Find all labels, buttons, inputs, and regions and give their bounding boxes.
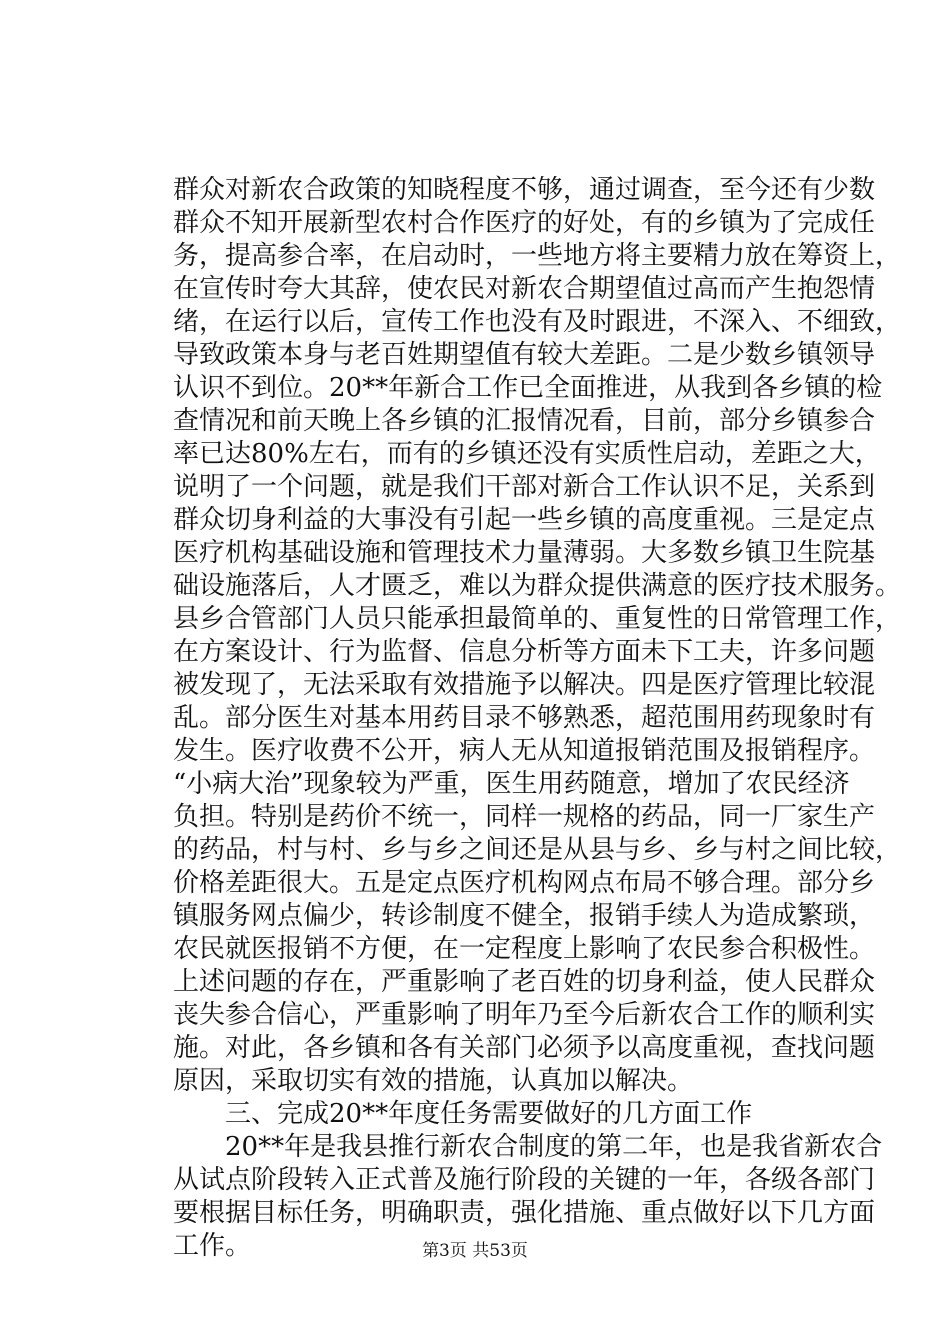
text-line: 县乡合管部门人员只能承担最简单的、重复性的日常管理工作， xyxy=(173,604,902,634)
text-line: 价格差距很大。五是定点医疗机构网点布局不够合理。部分乡 xyxy=(173,868,876,898)
text-line: 群众切身利益的大事没有引起一些乡镇的高度重视。三是定点 xyxy=(173,505,876,535)
text-line: 负担。特别是药价不统一，同样一规格的药品，同一厂家生产 xyxy=(173,802,876,832)
text-line: 绪，在运行以后，宣传工作也没有及时跟进，不深入、不细致， xyxy=(173,307,902,337)
text-line: 在方案设计、行为监督、信息分析等方面未下工夫，许多问题 xyxy=(173,637,876,667)
text-line: 认识不到位。20**年新合工作已全面推进，从我到各乡镇的检 xyxy=(173,373,883,403)
text-line: 群众对新农合政策的知晓程度不够，通过调查，至今还有少数 xyxy=(173,175,876,205)
page-footer: 第3页 共53页 xyxy=(422,1241,528,1261)
text-line: 20**年是我县推行新农合制度的第二年，也是我省新农合 xyxy=(173,1132,883,1162)
text-line: 查情况和前天晚上各乡镇的汇报情况看，目前，部分乡镇参合 xyxy=(173,406,876,436)
text-line: 从试点阶段转入正式普及施行阶段的关键的一年，各级各部门 xyxy=(173,1165,876,1195)
text-line: “小病大治”现象较为严重，医生用药随意，增加了农民经济 xyxy=(173,769,850,799)
text-line: 工作。 xyxy=(173,1231,252,1261)
text-line: 率已达80%左右，而有的乡镇还没有实质性启动，差距之大， xyxy=(173,439,881,469)
text-line: 发生。医疗收费不公开，病人无从知道报销范围及报销程序。 xyxy=(173,736,876,766)
text-line: 被发现了，无法采取有效措施予以解决。四是医疗管理比较混 xyxy=(173,670,876,700)
text-line: 础设施落后，人才匮乏，难以为群众提供满意的医疗技术服务。 xyxy=(173,571,902,601)
text-line: 农民就医报销不方便，在一定程度上影响了农民参合积极性。 xyxy=(173,934,876,964)
text-line: 群众不知开展新型农村合作医疗的好处，有的乡镇为了完成任 xyxy=(173,208,876,238)
text-line: 务，提高参合率，在启动时，一些地方将主要精力放在筹资上， xyxy=(173,241,902,271)
text-line: 说明了一个问题，就是我们干部对新合工作认识不足，关系到 xyxy=(173,472,876,502)
body-text xyxy=(173,174,902,1263)
text-line: 的药品，村与村、乡与乡之间还是从县与乡、乡与村之间比较， xyxy=(173,835,902,865)
text-line: 在宣传时夸大其辞，使农民对新农合期望值过高而产生抱怨情 xyxy=(173,274,876,304)
text-line: 镇服务网点偏少，转诊制度不健全，报销手续人为造成繁琐， xyxy=(173,901,876,931)
text-line: 医疗机构基础设施和管理技术力量薄弱。大多数乡镇卫生院基 xyxy=(173,538,876,568)
text-line: 导致政策本身与老百姓期望值有较大差距。二是少数乡镇领导 xyxy=(173,340,876,370)
text-line: 原因，采取切实有效的措施，认真加以解决。 xyxy=(173,1066,694,1096)
text-line: 施。对此，各乡镇和各有关部门必须予以高度重视，查找问题 xyxy=(173,1033,876,1063)
text-line: 丧失参合信心，严重影响了明年乃至今后新农合工作的顺利实 xyxy=(173,1000,876,1030)
text-line: 三、完成20**年度任务需要做好的几方面工作 xyxy=(173,1099,753,1129)
text-line: 要根据目标任务，明确职责，强化措施、重点做好以下几方面 xyxy=(173,1198,876,1228)
text-line: 上述问题的存在，严重影响了老百姓的切身利益，使人民群众 xyxy=(173,967,876,997)
text-line: 乱。部分医生对基本用药目录不够熟悉，超范围用药现象时有 xyxy=(173,703,876,733)
